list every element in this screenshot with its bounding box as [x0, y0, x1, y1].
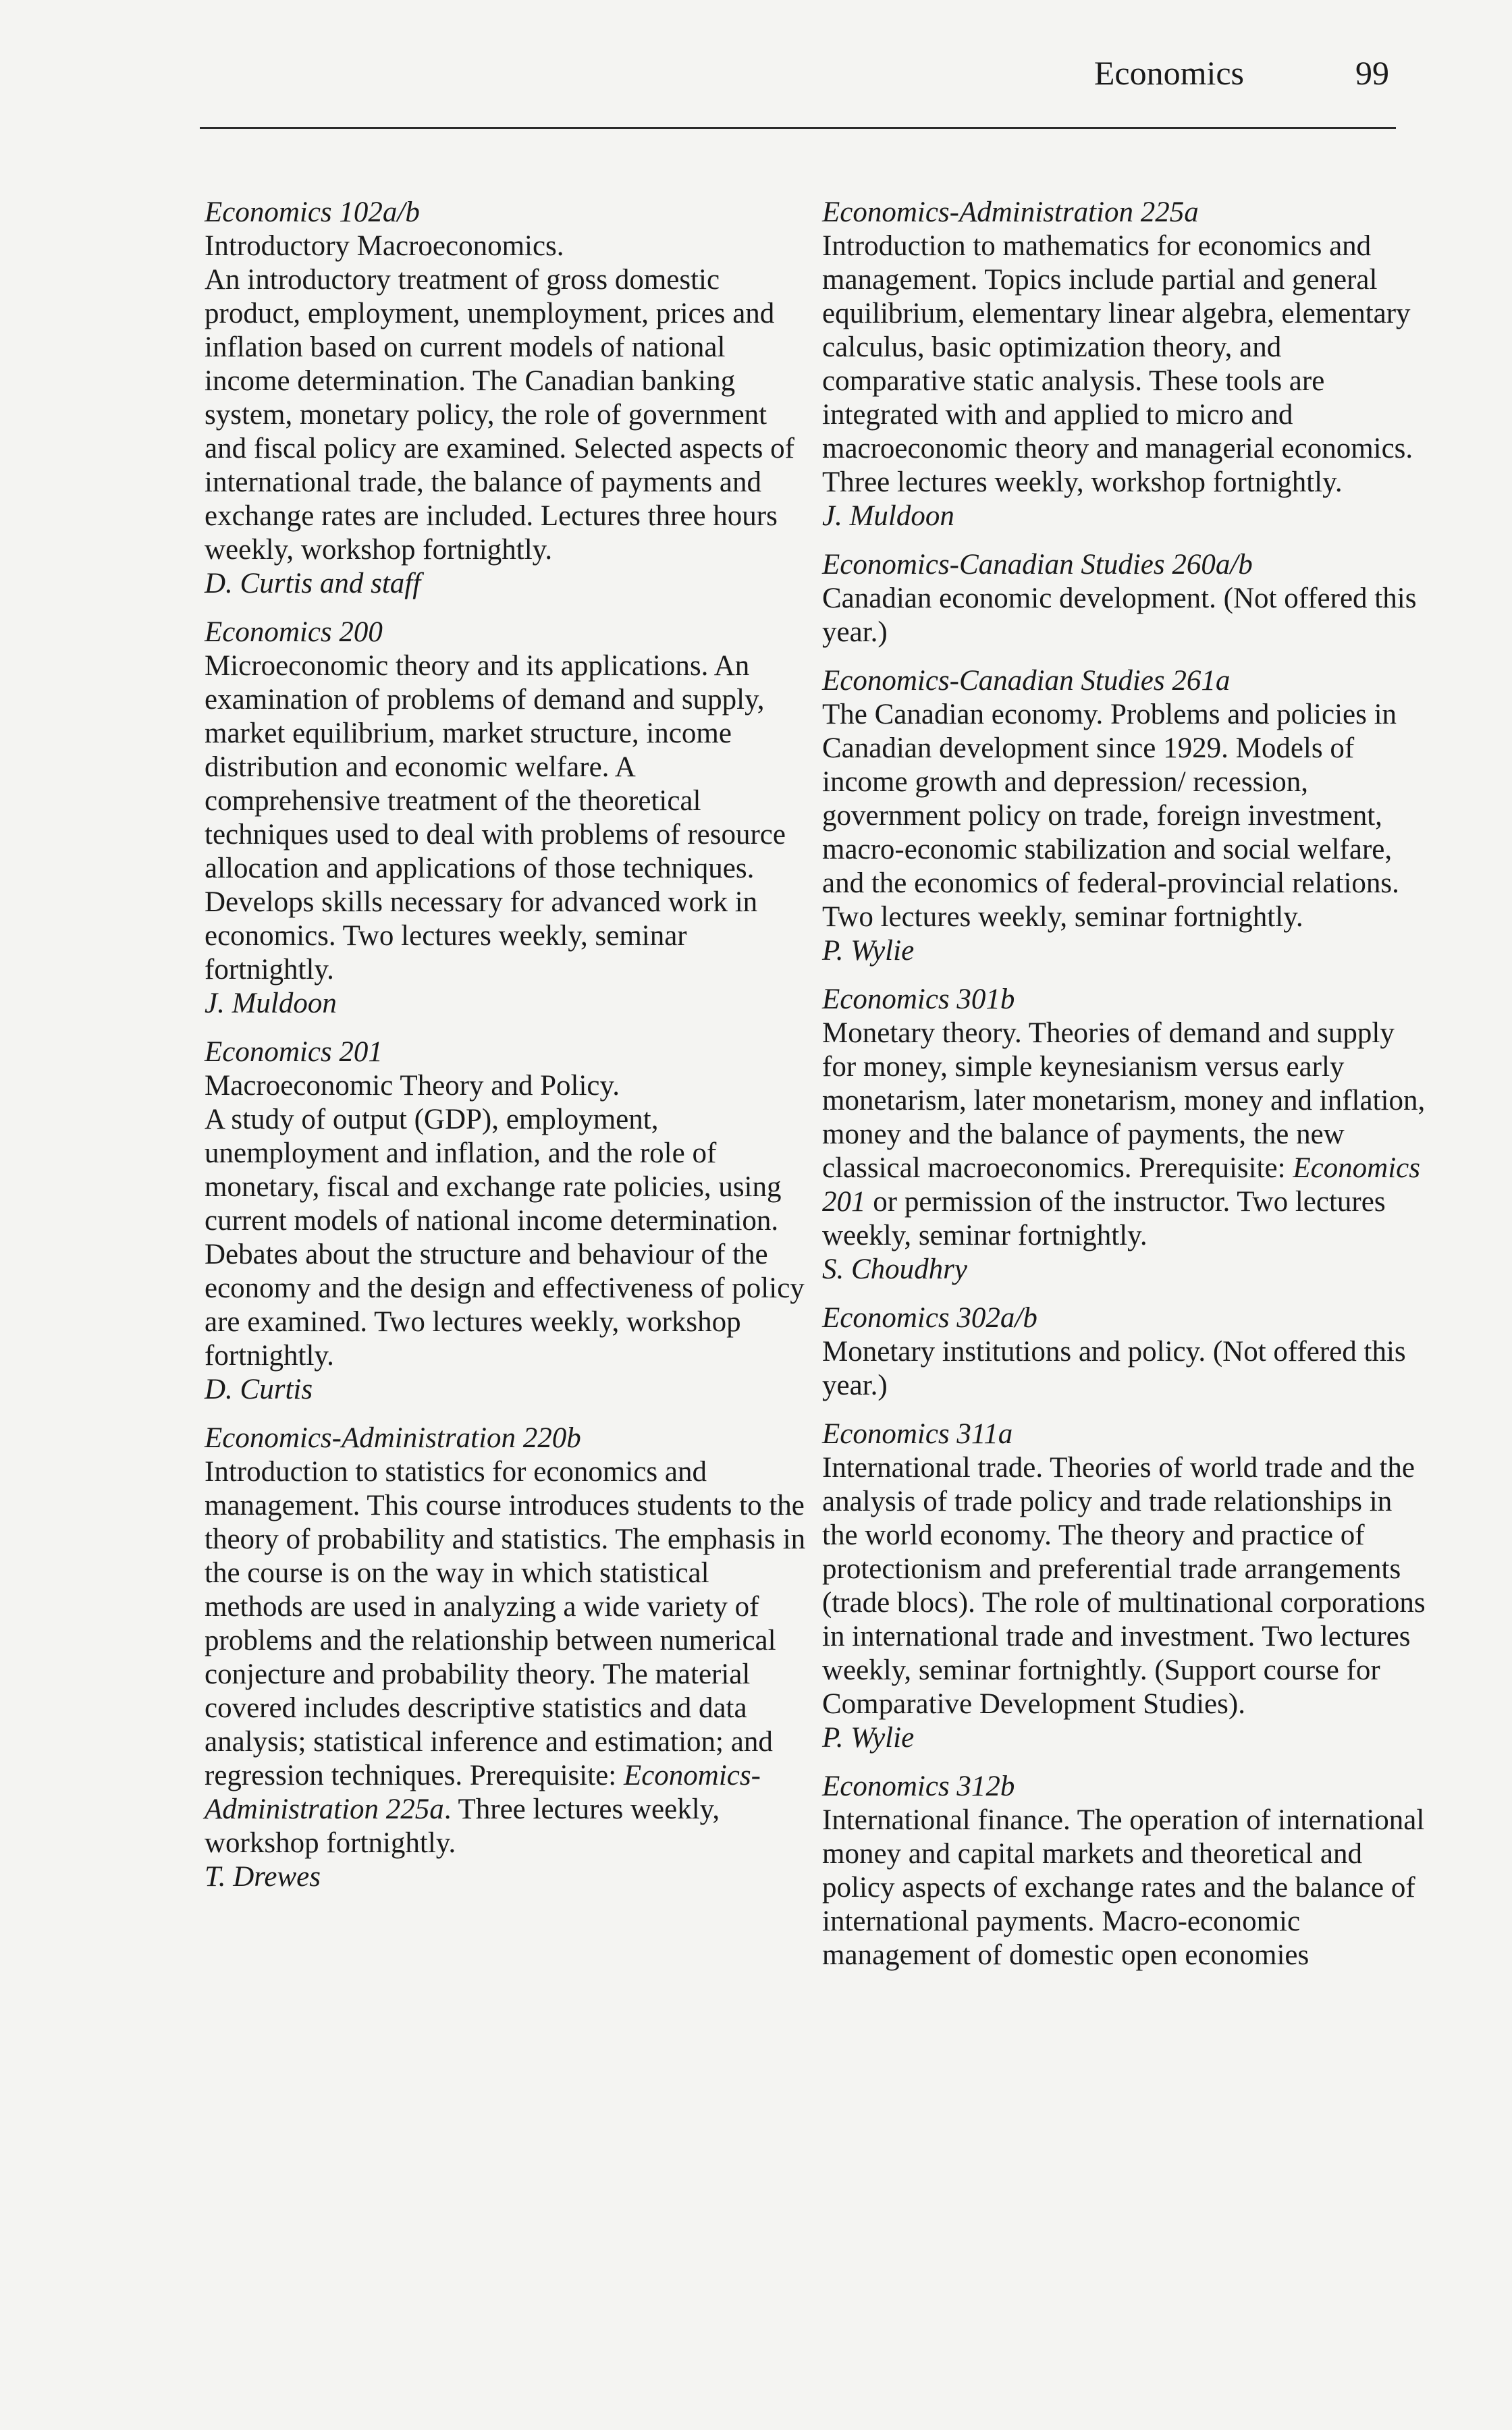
running-head-section: Economics [1094, 54, 1244, 92]
description-text-after: . Three lectures weekly, workshop fortnightly. [205, 1793, 720, 1859]
course-code: Economics 200 [205, 616, 383, 648]
course-subtitle: Macroeconomic Theory and Policy. [205, 1070, 620, 1102]
right-column [822, 196, 1430, 1987]
course-code: Economics 201 [205, 1036, 383, 1068]
header-rule [200, 127, 1396, 129]
course-description: International trade. Theories of world trade and the analysis of trade policy and trade relationships in the world economy. The theory and practice of protectionism and preferential trade arrangements (trade blocs). The role of multinational corporations in international trade and investment. Two lectures weekly, seminar fortnightly. (Support course for Comparative Development Studies). [822, 1452, 1426, 1720]
course-entry [822, 664, 1430, 968]
course-description: Microeconomic theory and its applications. An examination of problems of demand and supply, market equilibrium, market structure, income distribution and economic welfare. A comprehensive treatment of the theoretical techniques used to deal with problems of resource allocation and applications of those techniques. Develops skills necessary for advanced work in economics. Two lectures weekly, seminar fortnightly. [205, 650, 786, 986]
page-number: 99 [1355, 54, 1389, 92]
description-text: Introduction to statistics for economics and management. This course introduces students to the theory of probability and statistics. The emphasis in the course is on the way in which statistical methods are used in analyzing a wide variety of problems and the relationship between numerical conjecture and probability theory. The material covered includes descriptive statistics and data analysis; statistical inference and estimation; and regression techniques. Prerequisite: [205, 1456, 806, 1791]
course-code: Economics-Administration 225a [822, 196, 1199, 228]
description-text-after: or permission of the instructor. Two lectures weekly, seminar fortnightly. [822, 1186, 1386, 1251]
course-code: Economics 302a/b [822, 1302, 1037, 1334]
course-description: The Canadian economy. Problems and policies in Canadian development since 1929. Models of income growth and depression/ recession, government policy on trade, foreign investment, macro-economic stabilization and social welfare, and the economics of federal-provincial relations. Two lectures weekly, seminar fortnightly. [822, 699, 1399, 933]
course-entry [822, 196, 1430, 533]
course-description: Introduction to mathematics for economics and management. Topics include partial and general equilibrium, elementary linear algebra, elementary calculus, basic optimization theory, and comparative static analysis. These tools are integrated with and applied to micro and macroeconomic theory and managerial economics. Three lectures weekly, workshop fortnightly. [822, 230, 1413, 498]
course-description [822, 1017, 1430, 1253]
course-instructor: J. Muldoon [205, 988, 337, 1019]
course-code: Economics 301b [822, 983, 1015, 1015]
course-instructor: S. Choudhry [822, 1253, 967, 1285]
course-code: Economics 312b [822, 1771, 1015, 1802]
course-entry [205, 1035, 812, 1407]
course-instructor: T. Drewes [205, 1861, 321, 1893]
course-description: International finance. The operation of international money and capital markets and theoretical and policy aspects of exchange rates and the balance of international payments. Macro-economic management of domestic open economies [822, 1804, 1425, 1971]
course-code: Economics-Canadian Studies 260a/b [822, 549, 1253, 580]
course-instructor: P. Wylie [822, 1722, 915, 1754]
course-description: Canadian economic development. (Not offered this year.) [822, 583, 1417, 648]
course-subtitle: Introductory Macroeconomics. [205, 230, 564, 262]
prerequisite-course: Economics-Administration 225a [205, 1760, 761, 1825]
course-entry [205, 1422, 812, 1894]
course-instructor: J. Muldoon [822, 500, 954, 532]
page-header [200, 40, 1396, 122]
course-entry [822, 983, 1430, 1287]
course-code: Economics 311a [822, 1418, 1013, 1450]
course-instructor: D. Curtis [205, 1374, 313, 1405]
course-code: Economics-Canadian Studies 261a [822, 665, 1231, 697]
course-description: A study of output (GDP), employment, unemployment and inflation, and the role of monetary, fiscal and exchange rate policies, using current models of national income determination. Debates about the structure and behaviour of the economy and the design and effectiveness of policy are examined. Two lectures weekly, workshop fortnightly. [205, 1104, 805, 1372]
prerequisite-course: Economics 201 [822, 1152, 1420, 1218]
course-code: Economics-Administration 220b [205, 1422, 581, 1454]
course-description: Monetary institutions and policy. (Not offered this year.) [822, 1336, 1406, 1401]
course-entry [205, 196, 812, 601]
left-column [205, 196, 812, 1909]
course-entry [822, 548, 1430, 649]
course-entry [822, 1418, 1430, 1755]
course-description: An introductory treatment of gross domestic product, employment, unemployment, prices and inflation based on current models of national income determination. The Canadian banking system, monetary policy, the role of government and fiscal policy are examined. Selected aspects of international trade, the balance of payments and exchange rates are included. Lectures three hours weekly, workshop fortnightly. [205, 264, 794, 566]
description-text: Monetary theory. Theories of demand and supply for money, simple keynesianism versus early monetarism, later monetarism, money and inflation, money and the balance of payments, the new classical macroeconomics. Prerequisite: [822, 1017, 1426, 1184]
course-entry [822, 1301, 1430, 1403]
course-entry [822, 1770, 1430, 1972]
course-instructor: D. Curtis and staff [205, 568, 421, 599]
course-instructor: P. Wylie [822, 935, 915, 967]
course-code: Economics 102a/b [205, 196, 420, 228]
course-description [205, 1455, 812, 1860]
course-entry [205, 616, 812, 1021]
